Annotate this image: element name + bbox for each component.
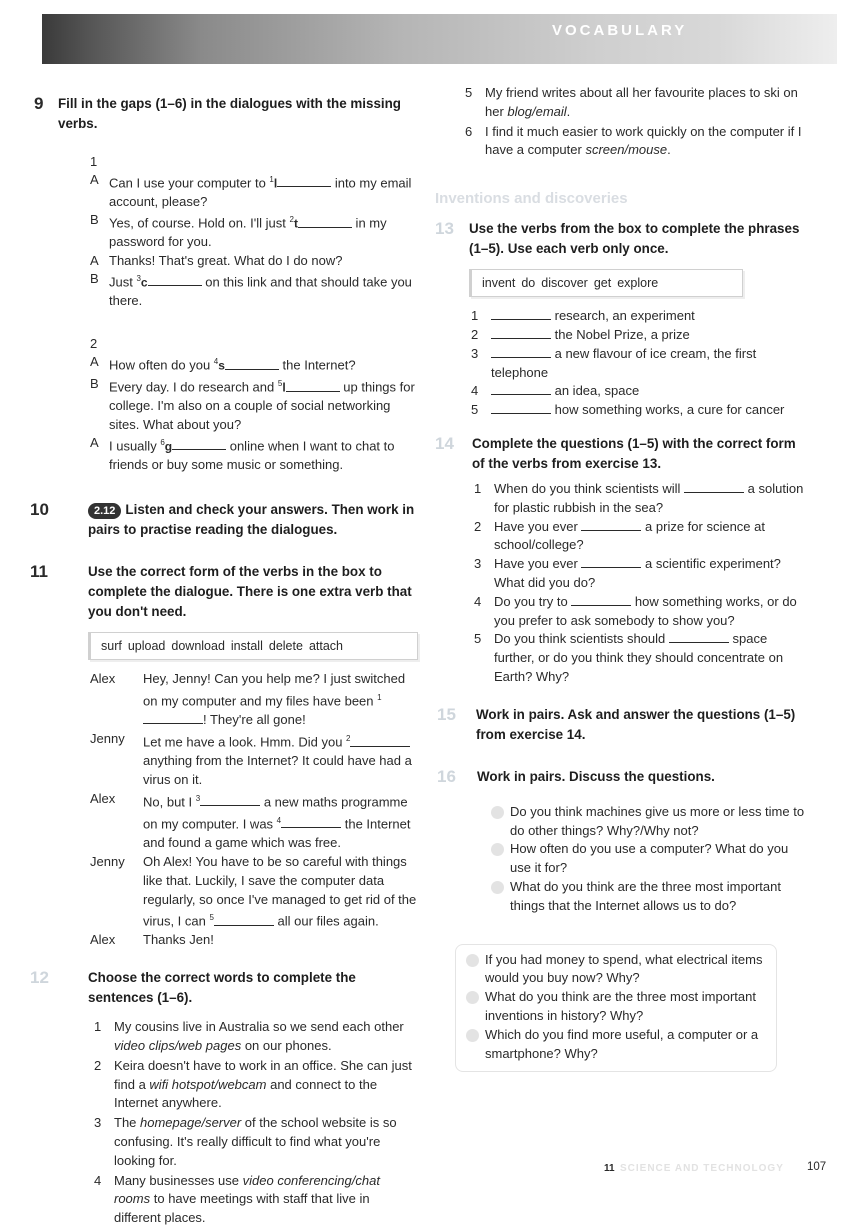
line-text [109,375,418,434]
speaker: Alex [90,932,116,948]
text: to have meetings with staff that live in different places. [114,1191,370,1226]
answer-gap[interactable] [143,711,203,724]
line-text [143,730,418,790]
speaker: A [90,354,99,370]
text: Every day. I do research and [109,379,278,395]
line-text [109,353,418,375]
text: Yes, of course. Hold on. I'll just [109,215,290,231]
item-text [491,307,807,326]
word-choice[interactable]: homepage/server [140,1115,242,1131]
item-number: 6 [465,123,473,139]
dialogue-line [90,434,418,474]
dialogue-line [90,730,418,790]
gap-first-letter: g [164,439,173,454]
word-choice[interactable]: video conferencing/chat rooms [114,1172,380,1207]
question-text: What do you think are the three most important things that the Internet allows us to do? [510,878,781,913]
item-number: 1 [94,1019,102,1035]
bullet-icon [491,806,504,819]
text: space further, or do you think they should concentrate on Earth? Why? [494,631,784,684]
item-number: 1 [474,480,482,496]
gap-number: 6 [160,438,165,448]
answer-gap[interactable] [571,593,631,606]
question-item [474,593,807,631]
phrase-item [471,345,807,383]
item-number: 2 [94,1057,102,1073]
dialogue-line [90,252,418,271]
item-text [114,1057,418,1113]
page-number: 107 [807,1161,827,1173]
speaker: B [90,271,99,287]
bubble-questions [466,951,766,1064]
right-column [435,84,807,1072]
text: . [566,103,571,119]
item-text [494,555,807,593]
page-header-title: VOCABULARY [552,22,688,39]
bullet-icon [466,991,479,1004]
speech-bubble [455,944,777,1073]
answer-gap[interactable] [281,815,341,828]
question-text: Which do you find more useful, a computer or a smartphone? Why? [485,1026,759,1061]
exercise-13 [435,219,807,420]
exercise-number: 15 [437,704,456,724]
gap-number: 2 [289,215,294,225]
exercise-instruction: Listen and check your answers. Then work in pairs to practise reading the dialogues. [88,502,415,538]
text: a solution for plastic rubbish in the sea? [494,480,804,515]
exercise-number: 9 [34,94,44,113]
exercise-number: 12 [30,968,49,988]
item-number: 3 [474,556,482,572]
discussion-item [491,803,807,841]
text: Many businesses use [114,1172,243,1188]
dialogue-number: 1 [90,154,98,169]
word-option: surf [101,639,122,654]
text: and connect to the Internet anywhere. [114,1076,378,1111]
line-text [143,853,418,932]
text: of the school website is so confusing. It's really difficult to find what you're looking for. [114,1115,397,1168]
item-number: 2 [474,518,482,534]
text: up things for college. I'm also on a couple of social networking sites. What about you? [109,379,415,432]
dialogue-line [90,375,418,434]
text: How often do you [109,357,214,373]
exercise-16 [435,767,807,1073]
word-choice[interactable]: wifi hotspot/webcam [149,1076,267,1092]
answer-gap[interactable] [298,215,352,228]
text: Keira doesn't have to work in an office. She can just find a [114,1057,412,1092]
text: The [114,1115,141,1131]
speaker: A [90,172,99,187]
answer-gap[interactable] [200,793,260,806]
item-text [485,84,807,122]
answer-gap[interactable] [581,518,641,531]
text: a new maths programme on my computer. I was [143,794,408,832]
section-title: Inventions and discoveries [435,190,628,208]
text: on this link and that should take you there. [109,274,412,308]
line-text [109,434,418,474]
text: an idea, space [551,383,640,399]
exercise-12 [30,968,418,1228]
exercise-instruction: Fill in the gaps (1–6) in the dialogues with the missing verbs. [58,96,401,131]
speaker: B [90,212,99,228]
text: My cousins live in Australia so we send each other [114,1019,404,1035]
answer-gap[interactable] [669,630,729,643]
item-text [494,630,807,686]
gap-number: 5 [277,379,283,389]
text: Just [109,274,137,290]
question-text: What do you think are the three most important inventions in history? Why? [485,989,756,1023]
phrase-item [471,307,807,326]
answer-gap[interactable] [286,379,340,392]
item-text [491,345,807,383]
answer-gap[interactable] [148,273,202,286]
sentence-item [465,123,807,161]
text: Do you think scientists should [494,631,669,647]
text: how something works, or do you prefer to ask somebody to show you? [494,593,797,628]
sentence-item [94,1057,418,1113]
bullet-icon [466,954,479,967]
text: I usually [109,438,161,454]
text: Thanks Jen! [143,932,214,948]
discussion-item [491,878,807,916]
text: . [667,142,671,158]
gap-number: 4 [276,816,282,826]
gap-first-letter: t [293,216,298,231]
line-text [143,670,418,730]
discussion-item [466,1026,766,1064]
exercise-number: 11 [30,562,48,582]
left-column [30,94,418,1229]
question-item [474,480,807,518]
text: I find it much easier to work quickly on the computer if I have a computer [485,123,802,158]
discussion-item [466,988,766,1026]
discussion-item [466,951,766,989]
word-choice[interactable]: screen/mouse [585,142,668,158]
word-option: attach [308,639,343,654]
word-box [88,632,418,660]
item-number: 3 [94,1115,102,1131]
item-number: 1 [471,308,479,324]
item-number: 3 [471,345,479,361]
question-item [474,518,807,556]
gap-first-letter: s [218,358,225,373]
text: in my password for you. [109,215,387,250]
line-text [109,252,418,271]
answer-gap[interactable] [491,326,551,339]
word-box [469,269,743,297]
dialogue-line [90,931,418,950]
dialogue-line [90,670,418,730]
text: the Internet? [278,357,356,373]
exercise-15 [435,705,807,745]
answer-gap[interactable] [350,734,410,747]
text: a prize for science at school/college? [494,518,765,553]
word-option: get [593,276,612,291]
question-item [474,630,807,686]
text: Let me have a look. Hmm. Did you [143,734,347,750]
text: online when I want to chat to friends or buy some music or something. [109,438,395,472]
exercise-instruction: Work in pairs. Ask and answer the questions (1–5) from exercise 14. [476,706,796,742]
text: a scientific experiment? What did you do? [494,556,781,590]
sentence-item [465,84,807,122]
discussion-item [491,840,807,878]
answer-gap[interactable] [225,357,279,370]
gap-number: 4 [213,357,219,367]
word-option: explore [617,276,659,291]
sentence-item [94,1018,418,1056]
item-text [491,401,807,420]
exercise-14 [435,434,807,687]
text: ! They're all gone! [203,712,306,728]
answer-gap[interactable] [684,480,744,493]
dialogue-2 [58,353,418,474]
text: Have you ever [494,556,582,572]
dialogue-line [90,790,418,853]
word-option: install [230,639,263,654]
speaker: A [90,435,99,451]
exercise-instruction: Choose the correct words to complete the sentences (1–6). [88,970,356,1006]
item-number: 5 [474,631,482,647]
phrase-item [471,326,807,345]
text: Thanks! That's great. What do I do now? [109,252,343,268]
sentence-list [94,1018,418,1228]
text: No, but I [143,794,196,810]
word-choice[interactable]: blog/email [507,103,567,119]
speaker: A [90,252,99,268]
answer-gap[interactable] [214,913,274,926]
bullet-icon [466,1029,479,1042]
line-text [109,171,418,211]
line-text [143,931,418,950]
gap-number: 3 [136,274,141,284]
item-text [114,1018,418,1056]
word-option: delete [268,639,303,654]
exercise-number: 10 [30,500,49,520]
gap-number: 1 [269,175,274,184]
word-choice[interactable]: video clips/web pages [114,1038,242,1054]
text: the Nobel Prize, a prize [551,326,690,342]
answer-gap[interactable] [491,307,551,320]
bullet-icon [491,881,504,894]
item-text [485,123,807,161]
item-text [491,326,807,345]
speaker: Alex [90,790,116,806]
item-text [114,1114,418,1170]
speaker: B [90,376,99,392]
dialogue [58,670,418,950]
sentence-list-continued [465,84,807,160]
line-text [143,790,418,853]
dialogue-number: 2 [90,336,98,352]
header-banner [42,14,837,64]
item-number: 5 [471,402,479,418]
phrase-item [471,382,807,401]
exercise-number: 13 [435,219,454,239]
word-option: do [521,276,536,291]
item-number: 5 [465,85,473,100]
text: Oh Alex! You have to be so careful with things like that. Luckily, I save the computer data regularly, so once I've managed to get rid of the virus, I can [143,853,417,929]
item-text [491,382,807,401]
exercise-10 [30,500,418,540]
gap-number: 5 [209,913,214,923]
exercise-instruction: Use the correct form of the verbs in the box to complete the dialogue. There is one extra verb that you don't need. [88,564,412,620]
item-text [494,593,807,631]
dialogue-line [90,211,418,251]
exercise-instruction: Work in pairs. Discuss the questions. [477,768,715,784]
exercise-instruction: Complete the questions (1–5) with the correct form of the verbs from exercise 13. [472,435,796,471]
audio-track-icon[interactable]: 2.12 [88,503,121,519]
footer-unit-title: SCIENCE AND TECHNOLOGY [620,1163,784,1174]
question-text: How often do you use a computer? What do you use it for? [510,841,789,876]
answer-gap[interactable] [491,382,551,395]
exercise-number: 14 [435,433,454,453]
item-text [494,480,807,518]
text: a new flavour of ice cream, the first telephone [491,345,757,380]
word-option: upload [127,639,166,654]
answer-gap[interactable] [581,555,641,568]
question-item [474,555,807,593]
phrase-list [471,307,807,420]
question-text: Do you think machines give us more or less time to do other things? Why?/Why not? [510,803,805,838]
text: on our phones. [241,1038,332,1054]
exercise-number: 16 [437,766,456,786]
speaker: Jenny [90,731,125,747]
exercise-instruction: Use the verbs from the box to complete the phrases (1–5). Use each verb only once. [469,221,800,257]
text: into my email account, please? [109,175,412,209]
text: research, an experiment [551,308,695,324]
text: how something works, a cure for cancer [551,402,785,418]
text: When do you think scientists will [494,480,685,496]
sentence-item [94,1114,418,1170]
speaker: Jenny [90,853,125,869]
dialogue-line [90,853,418,932]
discussion-questions [491,803,807,916]
answer-gap[interactable] [491,345,551,358]
exercise-9 [34,94,418,474]
answer-gap[interactable] [172,437,226,450]
item-text [494,518,807,556]
gap-first-letter: l [273,176,278,191]
text: all our files again. [273,913,379,929]
gap-number: 2 [346,734,351,744]
word-option: discover [541,276,588,291]
bullet-icon [491,843,504,856]
dialogue-line [90,353,418,375]
text: anything from the Internet? It could have had a virus on it. [143,753,412,788]
item-number: 2 [471,326,479,342]
phrase-item [471,401,807,420]
question-text: If you had money to spend, what electrical items would you buy now? Why? [485,951,763,986]
item-number: 4 [471,383,479,399]
line-text [109,270,418,310]
word-option: download [171,639,225,654]
text: Do you try to [494,593,572,609]
gap-first-letter: l [282,380,286,395]
text: My friend writes about all her favourite places to ski on her [485,85,798,119]
speaker: Alex [90,671,116,687]
line-text [109,211,418,251]
answer-gap[interactable] [491,401,551,414]
gap-number: 3 [195,793,201,803]
item-number: 4 [94,1172,102,1188]
text: Can I use your computer to [109,175,270,191]
dialogue-line [90,171,418,211]
dialogue-1 [58,171,418,310]
dialogue-line [90,270,418,310]
text: Hey, Jenny! Can you help me? I just switched on my computer and my files have been [143,671,406,709]
word-option: invent [482,276,516,291]
footer-unit-number: 11 [604,1163,615,1174]
exercise-11 [30,562,418,950]
item-number: 4 [474,593,482,609]
answer-gap[interactable] [277,174,331,187]
text: Have you ever [494,518,582,534]
text: the Internet and found a game which was free. [143,816,411,851]
question-list [474,480,807,687]
gap-first-letter: c [140,275,148,290]
gap-number: 1 [377,693,382,703]
